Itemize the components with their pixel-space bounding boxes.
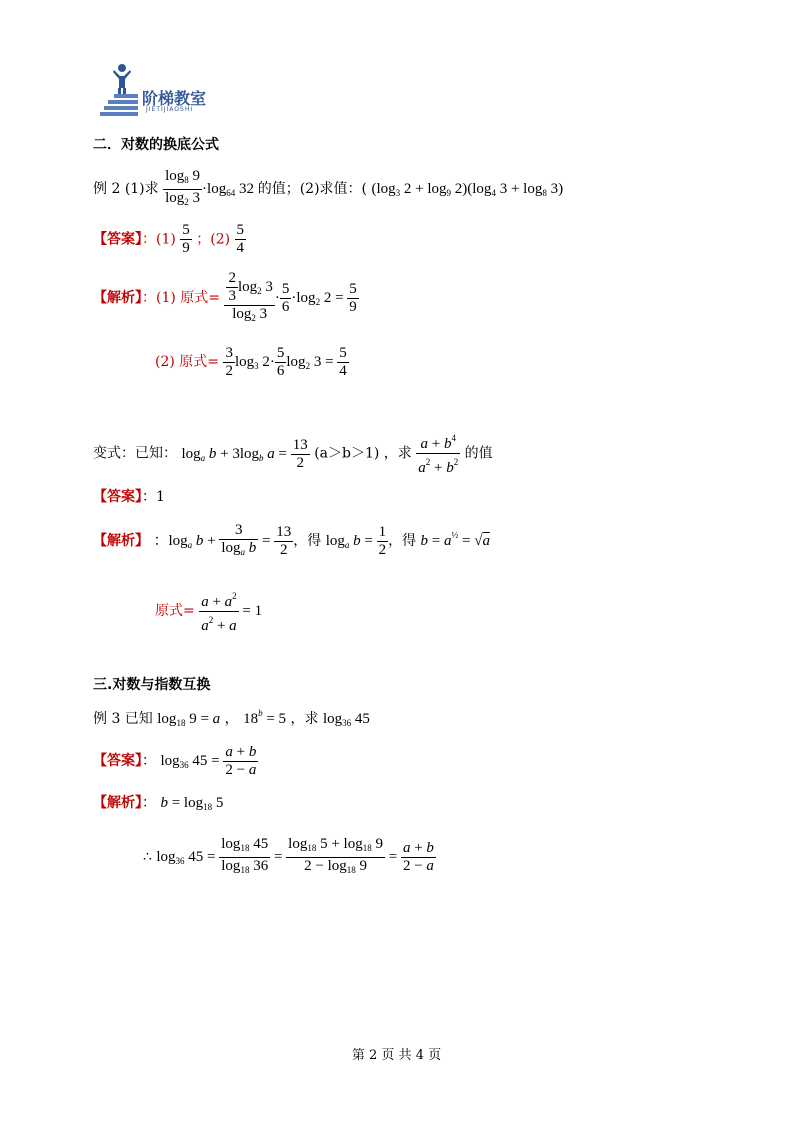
example2-solution-1 (93, 270, 359, 327)
section2-heading: 二．对数的换底公式 (93, 137, 219, 153)
solution-text-2: (2) 原式= (155, 353, 220, 370)
example2-part1-label: (1)求 (124, 180, 159, 197)
example3-ask: ，求 (290, 711, 319, 727)
section3-heading: 三.对数与指数互换 (93, 677, 211, 693)
variant-result-expr: $\frac{a + a^2}{a^2 + a}$ = 1 (199, 603, 262, 619)
example3-expr-2: $18^b = 5$ (243, 708, 287, 727)
variant-solution (93, 522, 490, 561)
logo (100, 62, 220, 122)
answer-frac-2: $\frac{5}{4}$ (236, 222, 245, 256)
answer-text-2: ；(2) (196, 231, 231, 248)
logo-name: 阶梯教室 (142, 89, 207, 108)
page-footer: 第 2 页 共 4 页 (351, 1048, 442, 1063)
example2-expr-1: $\frac{\log_8 9}{\log_2 3}$ $\cdot\log_{64}$ 32 (165, 168, 258, 207)
variant-answer (93, 486, 165, 506)
variant-result (155, 588, 262, 635)
therefore-symbol: ∴ (143, 848, 152, 865)
variant-sol-text-2: ，得 (388, 532, 417, 549)
variant-sol-expr-2: $\log_a b$ = $\frac{1}{2}$ (325, 524, 387, 558)
variant-prefix: 变式：已知： (93, 445, 177, 462)
variant-solution-label: 【解析】 (93, 532, 149, 549)
answer-label: 【答案】 (93, 231, 142, 248)
variant-condition: (a＞b＞1) (314, 445, 380, 462)
variant-sol-expr-3: $b = a^{\frac{1}{2}} = √a$ (420, 529, 490, 549)
logo-pinyin: JIETIJIAOSHI (146, 106, 194, 113)
example3-solution-expr-1: $b = \log_{18} 5$ (160, 795, 224, 812)
variant-target: $\frac{a + b^4}{a^2 + b^2}$ (416, 430, 460, 477)
example3-answer (93, 744, 258, 779)
example2-mid-text: 的值；(2)求值：( (257, 180, 367, 197)
variant-ask-tail: 的值 (464, 445, 493, 462)
example3-line (93, 708, 370, 728)
variant-answer-value: ：1 (142, 489, 165, 505)
variant-sol-text-3: 原式= (155, 602, 195, 619)
example2-line (93, 168, 563, 211)
example2-expr-2: ($\log_3$ $2 + \log_9 2)(\log_4$ $3 + \log_8 3$) (371, 180, 564, 198)
example3-expr-1: $\log_{18} 9 = a$ (157, 711, 221, 728)
variant-line (93, 430, 493, 477)
example3-expr-3: $\log_{36} 45$ (322, 711, 370, 728)
logo-stairs-icon (100, 62, 140, 116)
solution-text-1: ：(1) 原式= (142, 289, 221, 306)
example3-derivation-expr: $\log_{36} 45$ = $\frac{\log_{18} 45}{\log_{18} 36}$ = $\frac{\log_{18} 5 + \log_{18} 9}{2 - \log_{18} 9}$ = $\frac{a + b}{2 - a}$ (156, 836, 434, 875)
variant-sol-text-1: ，得 (293, 532, 322, 549)
example2-answer (93, 222, 246, 257)
answer-frac-1: $\frac{5}{9}$ (182, 222, 190, 256)
example3-answer-expr: $\log_{36} 45$ = $\frac{a + b}{2 - a}$ (160, 744, 257, 778)
example3-derivation (143, 836, 436, 879)
example3-answer-label: 【答案】 (93, 752, 142, 769)
solution-label: 【解析】 (93, 289, 142, 306)
solution-expr-2: $\frac{3}{2}$ $\log_3 2\cdot$ $\frac{5}{6}$ $\log_2 3$ = $\frac{5}{4}$ (225, 345, 347, 379)
example3-solution (93, 792, 223, 812)
example3-sep: ， (224, 711, 239, 727)
example3-prefix: 例 3 已知 (93, 711, 153, 727)
example3-solution-label: 【解析】 (93, 795, 142, 811)
variant-ask: ，求 (383, 445, 412, 462)
answer-text-1: ：(1) (142, 231, 176, 248)
example3-answer-colon: ： (142, 752, 156, 769)
example2-prefix: 例 2 (93, 180, 121, 197)
variant-answer-label: 【答案】 (93, 489, 142, 505)
example3-solution-colon: ： (142, 795, 156, 811)
solution-expr-1: $\frac{2}{3}$ $\log_2 3$ $\log_2 3$ · $\frac{5}{6}$ $\cdot\log_2$ 2 = $\frac{5}{9}$ (224, 290, 358, 306)
variant-expr: $\log_a b + 3\log_b$ a = $\frac{13}{2}$ (181, 436, 308, 471)
example2-solution-2 (155, 345, 349, 380)
variant-sol-expr-1: ：$\log_a b$ + $\frac{3}{\log_a b}$ = $\frac{13}{2}$ (153, 522, 292, 558)
